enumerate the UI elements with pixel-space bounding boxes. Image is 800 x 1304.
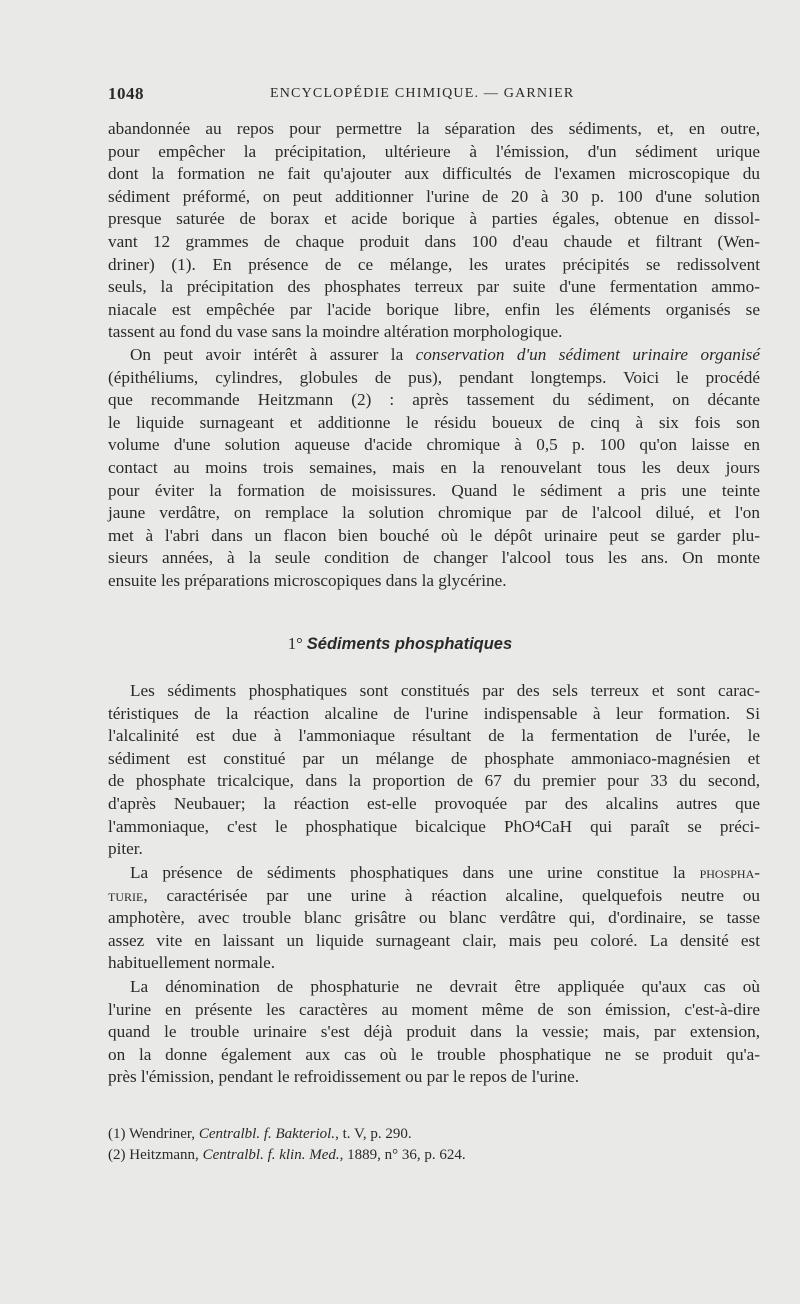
text-line: assez vite en laissant un liquide surnageant clair, mais peu coloré. La densité est <box>108 930 760 950</box>
text-line: niacale est empêchée par l'acide borique libre, enfin les éléments organisés se <box>108 299 760 319</box>
small-caps-term: turie <box>108 885 144 905</box>
paragraph-4 <box>108 862 760 975</box>
section-number: 1° <box>287 634 303 653</box>
text-line: amphotère, avec trouble blanc grisâtre ou blanc verdâtre qui, d'ordinaire, se tasse <box>108 908 760 928</box>
footnote-text: , t. V, p. 290. <box>335 1126 412 1142</box>
text-line: driner) (1). En présence de ce mélange, les urates précipités se redissolvent <box>108 254 760 274</box>
text-line: sieurs années, à la seule condition de changer l'alcool tous les ans. On monte <box>108 548 760 568</box>
text-line: volume d'une solution aqueuse d'acide chromique à 0,5 p. 100 qu'on laisse en <box>108 435 760 455</box>
running-head <box>108 84 768 108</box>
footnote-journal: Centralbl. f. Bakteriol. <box>198 1126 336 1142</box>
text-line: (épithéliums, cylindres, globules de pus), pendant longtemps. Voici le procédé <box>108 367 760 387</box>
text-line: près l'émission, pendant le refroidissement ou par le repos de l'urine. <box>108 1067 580 1087</box>
text-line: ensuite les préparations microscopiques dans la glycérine. <box>108 570 507 590</box>
text-line: presque saturée de borax et acide borique à parties égales, obtenue en dissol- <box>108 209 760 229</box>
text-line: Les sédiments phosphatiques sont constitués par des sels terreux et sont carac- <box>130 681 760 700</box>
text-run: On peut avoir intérêt à assurer la <box>130 345 416 364</box>
section-heading <box>0 634 800 654</box>
text-line: l'urine en présente les caractères au moment même de son émission, c'est-à-dire <box>108 999 760 1019</box>
text-line: abandonnée au repos pour permettre la séparation des sédiments, et, en outre, <box>108 119 760 138</box>
footnote-2 <box>108 1145 760 1166</box>
text-line: pour éviter la formation de moisissures. Quand le sédiment a pris une teinte <box>108 480 760 500</box>
text-line: le liquide surnageant et additionne le résidu boueux de cinq à six fois son <box>108 412 760 432</box>
footnote-1 <box>108 1124 760 1145</box>
text-line: La dénomination de phosphaturie ne devrait être appliquée qu'aux cas où <box>130 977 760 996</box>
footnotes <box>108 1124 760 1166</box>
text-line: contact au moins trois semaines, mais en la renouvelant tous les deux jours <box>108 457 760 477</box>
text-line: seuls, la précipitation des phosphates terreux par suite d'une fermentation ammo- <box>108 277 760 297</box>
footnote-journal: Centralbl. f. klin. Med. <box>202 1147 340 1163</box>
text-line <box>108 862 760 885</box>
small-caps-term: phospha- <box>699 863 760 882</box>
text-line: quand le trouble urinaire s'est déjà produit dans la vessie; mais, par extension, <box>108 1022 760 1042</box>
footnote-text: (1) Wendriner, <box>108 1126 199 1142</box>
text-run: La présence de sédiments phosphatiques dans une urine constitue la <box>130 863 700 882</box>
text-line: habituellement normale. <box>108 953 276 973</box>
text-line: sédiment préformé, on peut additionner l'urine de 20 à 30 p. 100 d'une solution <box>108 186 760 206</box>
section-title: Sédiments phosphatiques <box>306 635 513 653</box>
paragraph-5 <box>108 976 760 1089</box>
text-line: dont la formation ne fait qu'ajouter aux difficultés de l'examen microscopique du <box>108 164 760 184</box>
text-line: piter. <box>108 839 143 859</box>
text-line: pour empêcher la précipitation, ultérieure à l'émission, d'un sédiment urique <box>108 141 760 161</box>
text-line: sédiment est constitué par un mélange de phosphate ammoniaco-magnésien et <box>108 748 760 768</box>
text-line: tassent au fond du vase sans la moindre altération morphologique. <box>108 322 563 342</box>
text-line: l'ammoniaque, c'est le phosphatique bicalcique PhO⁴CaH qui paraît se préci- <box>108 816 760 836</box>
page-number: 1048 <box>108 84 144 103</box>
text-line: téristiques de la réaction alcaline de l'urine indispensable à leur formation. Si <box>108 703 760 723</box>
text-line: d'après Neubauer; la réaction est-elle provoquée par des alcalins autres que <box>108 793 760 813</box>
paragraph-3 <box>108 680 760 861</box>
paragraph-2 <box>108 344 760 593</box>
emphasis-text: conservation d'un sédiment urinaire organisé <box>415 345 760 364</box>
running-title: ENCYCLOPÉDIE CHIMIQUE. — GARNIER <box>270 86 575 101</box>
text-line: met à l'abri dans un flacon bien bouché où le dépôt urinaire peut se garder plu- <box>108 525 760 545</box>
text-line: jaune verdâtre, on remplace la solution chromique par de l'alcool dilué, et l'on <box>108 503 760 523</box>
footnote-text: (2) Heitzmann, <box>108 1147 203 1163</box>
text-line: l'alcalinité est due à l'ammoniaque résultant de la fermentation de l'urée, le <box>108 726 760 746</box>
text-line <box>108 885 760 908</box>
text-line: que recommande Heitzmann (2) : après tassement du sédiment, on décante <box>108 390 760 410</box>
text-line: on la donne également aux cas où le trouble phosphatique ne se produit qu'a- <box>108 1044 760 1064</box>
text-run: , caractérisée par une urine à réaction alcaline, quelquefois neutre ou <box>143 885 760 905</box>
footnote-text: , 1889, n° 36, p. 624. <box>339 1147 466 1163</box>
text-line: de phosphate tricalcique, dans la proportion de 67 du premier pour 33 du second, <box>108 771 760 791</box>
text-line <box>108 344 760 367</box>
paragraph-1 <box>108 118 760 344</box>
text-line: vant 12 grammes de chaque produit dans 100 d'eau chaude et filtrant (Wen- <box>108 231 760 251</box>
